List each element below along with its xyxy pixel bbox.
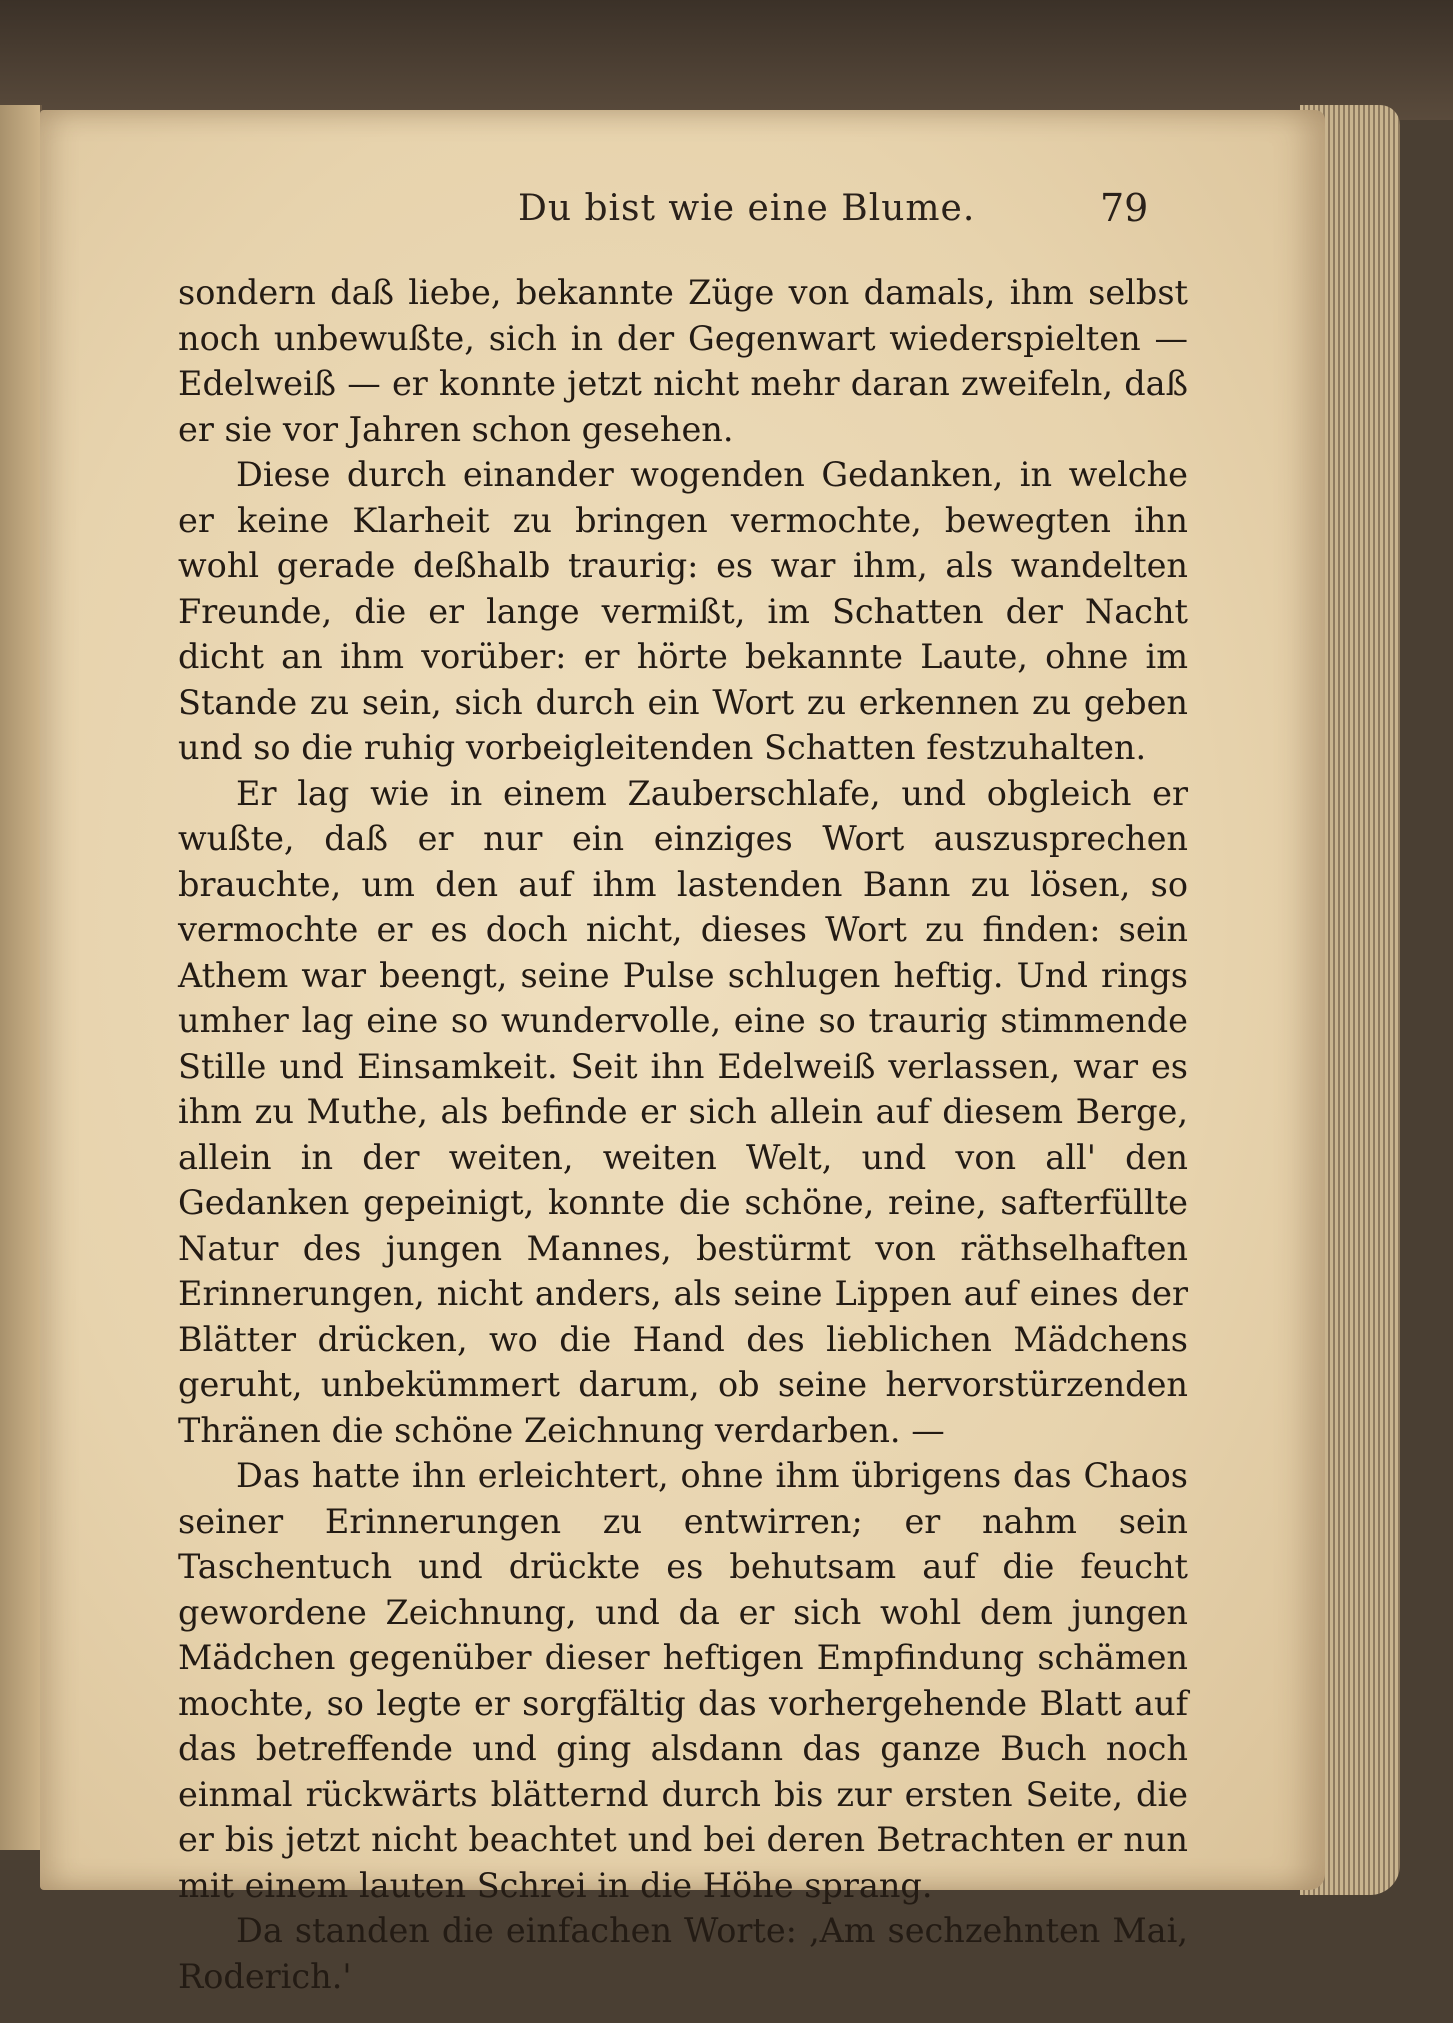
body-text (178, 270, 1188, 1999)
paragraph-2: Diese durch einander wogenden Gedanken, in welche er keine Klarheit zu bringen vermochte, bewegten ihn wohl gerade deßhalb traurig: es war ihm, als wandelten Freunde, die er lange vermißt, im Schatten der Nacht dicht an ihm vorüber: er hörte bekannte Laute, ohne im Stande zu sein, sich durch ein Wort zu erkennen zu geben und so die ruhig vorbeigleitenden Schatten festzuhalten. (178, 455, 1188, 767)
paragraph-4: Das hatte ihn erleichtert, ohne ihm übrigens das Chaos seiner Erinnerungen zu entwirren; er nahm sein Taschentuch und drückte es behutsam auf die feucht gewordene Zeichnung, und da er sich wohl dem jungen Mädchen gegenüber dieser heftigen Empfindung schämen mochte, so legte er sorgfältig das vorhergehende Blatt auf das betreffende und ging alsdann das ganze Buch noch einmal rückwärts blätternd durch bis zur ersten Seite, die er bis jetzt nicht beachtet und bei deren Betrachten er nun mit einem lauten Schrei in die Höhe sprang. (178, 1456, 1188, 1905)
book-page (40, 110, 1325, 1996)
paragraph-3: Er lag wie in einem Zauberschlafe, und obgleich er wußte, daß er nur ein einziges Wort auszusprechen brauchte, um den auf ihm lastenden Bann zu lösen, so vermochte er es doch nicht, dieses Wort zu finden: sein Athem war beengt, seine Pulse schlugen heftig. Und rings umher lag eine so wundervolle, eine so traurig stimmende Stille und Einsamkeit. Seit ihn Edelweiß verlassen, war es ihm zu Muthe, als befinde er sich allein auf diesem Berge, allein in der weiten, weiten Welt, und von all' den Gedanken gepeinigt, konnte die schöne, reine, safterfüllte Natur des jungen Mannes, bestürmt von räthselhaften Erinnerungen, nicht anders, als seine Lippen auf eines der Blätter drücken, wo die Hand des lieblichen Mädchens geruht, unbekümmert darum, ob seine hervorstürzenden Thränen die schöne Zeichnung verdarben. — (178, 773, 1188, 1450)
running-title: Du bist wie eine Blume. (518, 188, 976, 229)
page-number: 79 (1100, 186, 1149, 230)
paragraph-1: sondern daß liebe, bekannte Züge von damals, ihm selbst noch unbewußte, sich in der Gegenwart wiederspielten — Edelweiß — er konnte jetzt nicht mehr daran zweifeln, daß er sie vor Jahren schon gesehen. (178, 273, 1188, 449)
left-page-edge (0, 105, 42, 1850)
book-cover-edge (0, 0, 1453, 120)
paragraph-5: Da standen die einfachen Worte: ‚Am sechzehnten Mai, Roderich.' (178, 1911, 1188, 1996)
